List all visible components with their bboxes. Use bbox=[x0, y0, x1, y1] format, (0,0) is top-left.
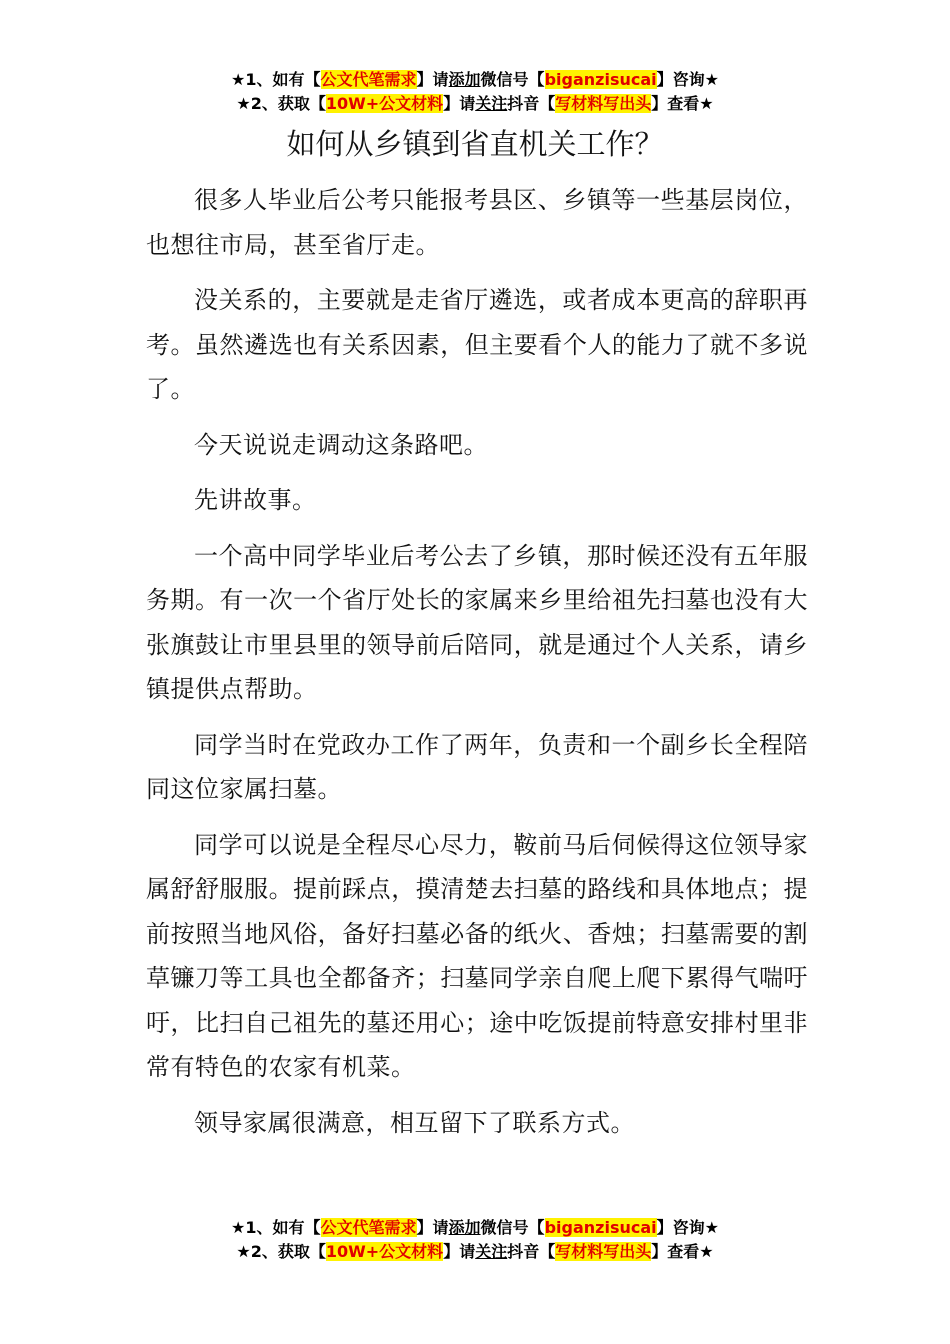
article-body bbox=[146, 178, 808, 1156]
banner-text: 】查看★ bbox=[651, 1242, 714, 1261]
paragraph: 先讲故事。 bbox=[194, 486, 317, 514]
banner-text: 】请 bbox=[443, 94, 476, 113]
header-banner bbox=[0, 68, 950, 116]
banner-text: 】咨询★ bbox=[656, 70, 719, 89]
emphasis-text: 添加 bbox=[448, 1218, 481, 1237]
banner-text: 】咨询★ bbox=[656, 1218, 719, 1237]
banner-line-1 bbox=[0, 68, 950, 92]
banner-text: 】请 bbox=[416, 70, 449, 89]
banner-text: ★1、如有【 bbox=[231, 1218, 321, 1237]
highlight-douyin-id: 写材料写出头 bbox=[555, 1242, 652, 1261]
banner-text: ★1、如有【 bbox=[231, 70, 321, 89]
banner-text: 】查看★ bbox=[651, 94, 714, 113]
banner-text: 】请 bbox=[443, 1242, 476, 1261]
paragraph: 今天说说走调动这条路吧。 bbox=[194, 430, 488, 459]
article-title: 如何从乡镇到省直机关工作？ bbox=[286, 127, 664, 161]
banner-text: 抖音【 bbox=[507, 94, 556, 113]
banner-text: ★2、获取【 bbox=[236, 94, 326, 113]
banner-line-2 bbox=[0, 92, 950, 116]
paragraph: 同学当时在党政办工作了两年，负责和一个副乡长全程陪同这位家属扫墓。 bbox=[146, 730, 808, 803]
banner-line-2 bbox=[0, 1240, 950, 1264]
paragraph: 同学可以说是全程尽心尽力，鞍前马后伺候得这位领导家属舒舒服服。提前踩点，摸清楚去扫墓的路线和具体地点；提前按照当地风俗，备好扫墓必备的纸火、香烛；扫墓需要的割草镰刀等工具也全都备齐；扫墓同学亲自爬上爬下累得气喘吁吁，比扫自己祖先的墓还用心；途中吃饭提前特意安排村里非常有特色的农家有机菜。 bbox=[146, 830, 808, 1081]
highlight-materials: 10W+公文材料 bbox=[325, 94, 444, 113]
highlight-service: 公文代笔需求 bbox=[320, 1218, 417, 1237]
banner-text: 微信号【 bbox=[480, 1218, 545, 1237]
emphasis-text: 关注 bbox=[475, 1242, 508, 1261]
paragraph: 很多人毕业后公考只能报考县区、乡镇等一些基层岗位，也想往市局，甚至省厅走。 bbox=[146, 186, 808, 259]
banner-text: 微信号【 bbox=[480, 70, 545, 89]
highlight-wechat-id: biganzisucai bbox=[544, 70, 657, 89]
highlight-service: 公文代笔需求 bbox=[320, 70, 417, 89]
emphasis-text: 添加 bbox=[448, 70, 481, 89]
highlight-materials: 10W+公文材料 bbox=[325, 1242, 444, 1261]
emphasis-text: 关注 bbox=[475, 94, 508, 113]
banner-line-1 bbox=[0, 1216, 950, 1240]
highlight-douyin-id: 写材料写出头 bbox=[555, 94, 652, 113]
paragraph: 一个高中同学毕业后考公去了乡镇，那时候还没有五年服务期。有一次一个省厅处长的家属来乡里给祖先扫墓也没有大张旗鼓让市里县里的领导前后陪同，就是通过个人关系，请乡镇提供点帮助。 bbox=[146, 541, 808, 703]
banner-text: 】请 bbox=[416, 1218, 449, 1237]
banner-text: 抖音【 bbox=[507, 1242, 556, 1261]
banner-text: ★2、获取【 bbox=[236, 1242, 326, 1261]
highlight-wechat-id: biganzisucai bbox=[544, 1218, 657, 1237]
paragraph: 领导家属很满意，相互留下了联系方式。 bbox=[194, 1108, 635, 1137]
footer-banner bbox=[0, 1216, 950, 1264]
paragraph: 没关系的，主要就是走省厅遴选，或者成本更高的辞职再考。虽然遴选也有关系因素，但主要看个人的能力了就不多说了。 bbox=[146, 286, 808, 403]
